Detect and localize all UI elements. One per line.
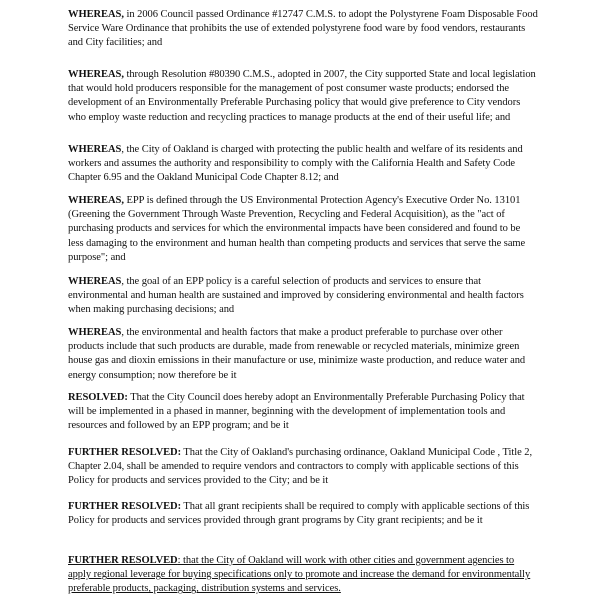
further-resolved-paragraph-2 bbox=[68, 500, 538, 528]
resolved-paragraph bbox=[68, 391, 538, 434]
paragraph-text: in 2006 Council passed Ordinance #12747 C.M.S. to adopt the Polystyrene Foam Disposable Food Service Ware Ordinance that prohibits the use of extended polystyrene food ware by food vendors, restaurants and City facilities; and bbox=[68, 9, 538, 49]
paragraph-keyword: WHEREAS bbox=[68, 327, 122, 338]
paragraph-text: , the City of Oakland is charged with protecting the public health and welfare of its residents and workers and assumes the authority and responsibility to comply with the California Health and Safety Code Chapter 6.95 and the Oakland Municipal Code Chapter 8.12; and bbox=[68, 144, 523, 184]
paragraph-text: That all grant recipients shall be required to comply with applicable sections of this Policy for products and services provided through grant programs by City grant recipients; and be it bbox=[68, 501, 530, 527]
paragraph-keyword: FURTHER RESOLVED: bbox=[68, 501, 182, 512]
paragraph-keyword: WHEREAS, bbox=[68, 69, 124, 80]
paragraph-keyword: WHEREAS bbox=[68, 144, 122, 155]
further-resolved-paragraph-3 bbox=[68, 554, 538, 597]
whereas-paragraph-1 bbox=[68, 8, 538, 51]
whereas-paragraph-5 bbox=[68, 275, 538, 318]
paragraph-text: , the goal of an EPP policy is a careful selection of products and services to ensure that environmental and human health are sustained and improved by considering environmental and health factors when making purchasing decisions; and bbox=[68, 276, 524, 316]
whereas-paragraph-6 bbox=[68, 326, 538, 383]
paragraph-keyword: FURTHER RESOLVED: bbox=[68, 447, 182, 458]
paragraph-text: through Resolution #80390 C.M.S., adopted in 2007, the City supported State and local legislation that would hold producers responsible for the management of post consumer waste products; endorsed the development of an Environmentally Preferable Purchasing policy that would give preference to City vendors who employ waste reduction and recycling practices to manage products at the end of their useful life; and bbox=[68, 69, 536, 123]
paragraph-keyword: FURTHER RESOLVED bbox=[68, 555, 178, 566]
paragraph-text: , the environmental and health factors that make a product preferable to purchase over other products include that such products are durable, made from renewable or recycled materials, minimize green house gas and dioxin emissions in their manufacture or use, minimize waste production, and reduce water and energy consumption; now therefore be it bbox=[68, 327, 526, 381]
paragraph-text: That the City Council does hereby adopt an Environmentally Preferable Purchasing Policy that will be implemented in a phased in manner, beginning with the development of implementation tools and resources and followed by an EPP program; and be it bbox=[68, 392, 525, 432]
paragraph-keyword: WHEREAS, bbox=[68, 9, 124, 20]
paragraph-keyword: WHEREAS bbox=[68, 276, 122, 287]
paragraph-keyword: RESOLVED: bbox=[68, 392, 128, 403]
paragraph-text: That the City of Oakland's purchasing ordinance, Oakland Municipal Code , Title 2, Chapter 2.04, shall be amended to require vendors and contractors to comply with applicable sections of this Policy for products and services provided to the City; and be it bbox=[68, 447, 533, 487]
paragraph-text: EPP is defined through the US Environmental Protection Agency's Executive Order No. 13101 (Greening the Government Through Waste Prevention, Recycling and Federal Acquisition), as the "act of purchasing products and services for which the environmental impacts have been considered and found to be less damaging to the environment and human health than competing products and services that serve the same purpose"; and bbox=[68, 195, 526, 263]
paragraph-keyword: WHEREAS, bbox=[68, 195, 124, 206]
paragraph-text: : that the City of Oakland will work with other cities and government agencies to apply regional leverage for buying specifications only to promote and increase the demand for environmentally preferable products, packaging, distribution systems and services. bbox=[68, 555, 531, 595]
whereas-paragraph-4 bbox=[68, 194, 538, 265]
further-resolved-paragraph-1 bbox=[68, 446, 538, 489]
whereas-paragraph-2 bbox=[68, 68, 538, 125]
whereas-paragraph-3 bbox=[68, 143, 538, 186]
